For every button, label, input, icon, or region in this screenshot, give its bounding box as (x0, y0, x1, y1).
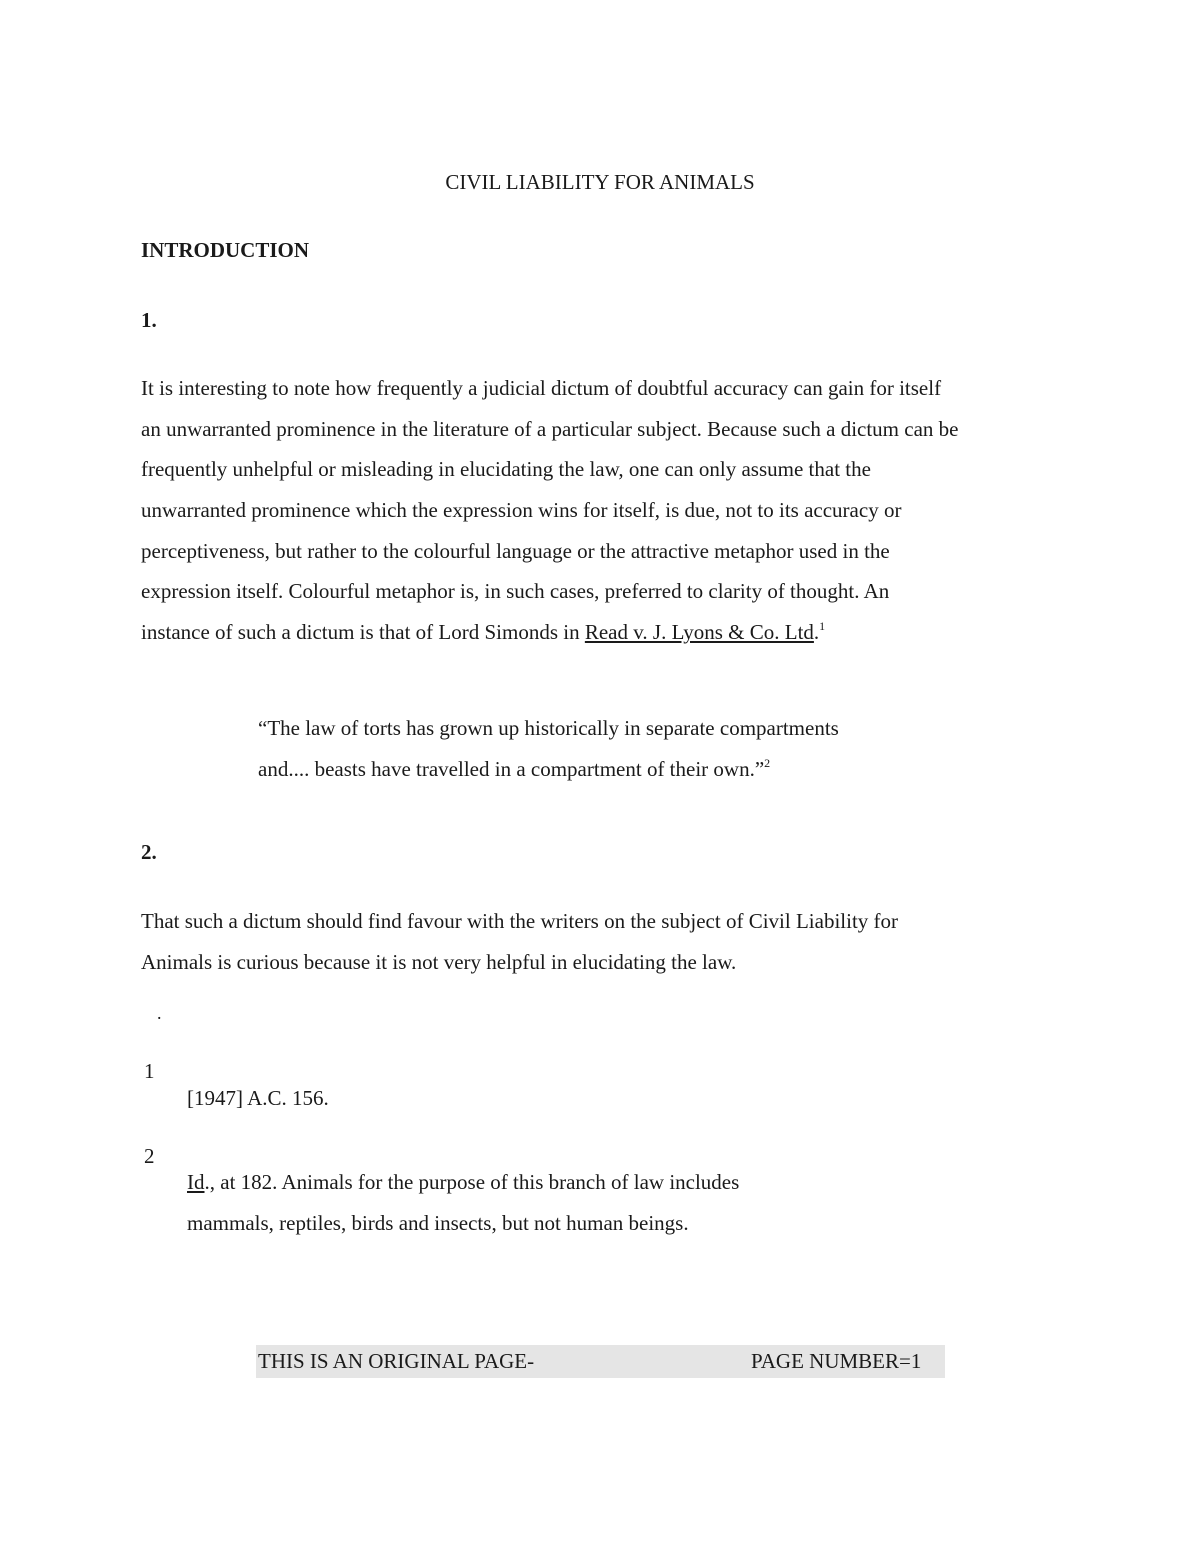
paragraph-1-last-line (141, 619, 825, 645)
footnote-ref-2: 2 (764, 756, 771, 770)
paragraph-1-line: frequently unhelpful or misleading in elucidating the law, one can only assume that the (141, 457, 871, 481)
paragraph-1-line: unwarranted prominence which the expression wins for itself, is due, not to its accuracy or (141, 498, 902, 522)
paragraph-2-line: Animals is curious because it is not very helpful in elucidating the law. (141, 950, 737, 974)
footnote-number-2: 2 (144, 1144, 155, 1168)
footnote-text-2-line (187, 1170, 739, 1195)
paragraph-1-line-suffix: . (813, 620, 820, 644)
stray-mark: . (157, 1003, 162, 1023)
paragraph-number-2: 2. (141, 840, 157, 864)
section-heading: INTRODUCTION (141, 238, 310, 262)
footnote-text-2-rest: ., at 182. Animals for the purpose of this branch of law includes (204, 1170, 740, 1194)
paragraph-number-1: 1. (141, 308, 157, 332)
footnote-text-2-line: mammals, reptiles, birds and insects, but not human beings. (187, 1211, 689, 1235)
footnote-text-1: [1947] A.C. 156. (187, 1086, 329, 1110)
paragraph-2-line: That such a dictum should find favour with the writers on the subject of Civil Liability for (141, 909, 899, 933)
paragraph-1-line: perceptiveness, but rather to the colourful language or the attractive metaphor used in the (141, 539, 890, 563)
quote-line-text: and.... beasts have travelled in a compartment of their own.” (258, 757, 765, 781)
paragraph-1-line: an unwarranted prominence in the literature of a particular subject. Because such a dictum can be (141, 417, 959, 441)
paragraph-1-line: It is interesting to note how frequently a judicial dictum of doubtful accuracy can gain for itself (141, 376, 942, 400)
footnote-ref-1: 1 (819, 619, 826, 633)
footnote-number-1: 1 (144, 1059, 155, 1083)
paragraph-1-line-prefix: instance of such a dictum is that of Lord Simonds in (141, 620, 585, 644)
footer-original-page-label: THIS IS AN ORIGINAL PAGE- (258, 1349, 535, 1373)
id-reference: Id (187, 1170, 205, 1194)
quote-line: “The law of torts has grown up historically in separate compartments (258, 716, 839, 740)
paragraph-1-line: expression itself. Colourful metaphor is, in such cases, preferred to clarity of thought. An (141, 579, 890, 603)
case-name: Read v. J. Lyons & Co. Ltd (584, 620, 814, 644)
quote-line-last (258, 757, 770, 782)
document-title: CIVIL LIABILITY FOR ANIMALS (445, 170, 755, 194)
footer-page-number: PAGE NUMBER=1 (751, 1349, 922, 1373)
